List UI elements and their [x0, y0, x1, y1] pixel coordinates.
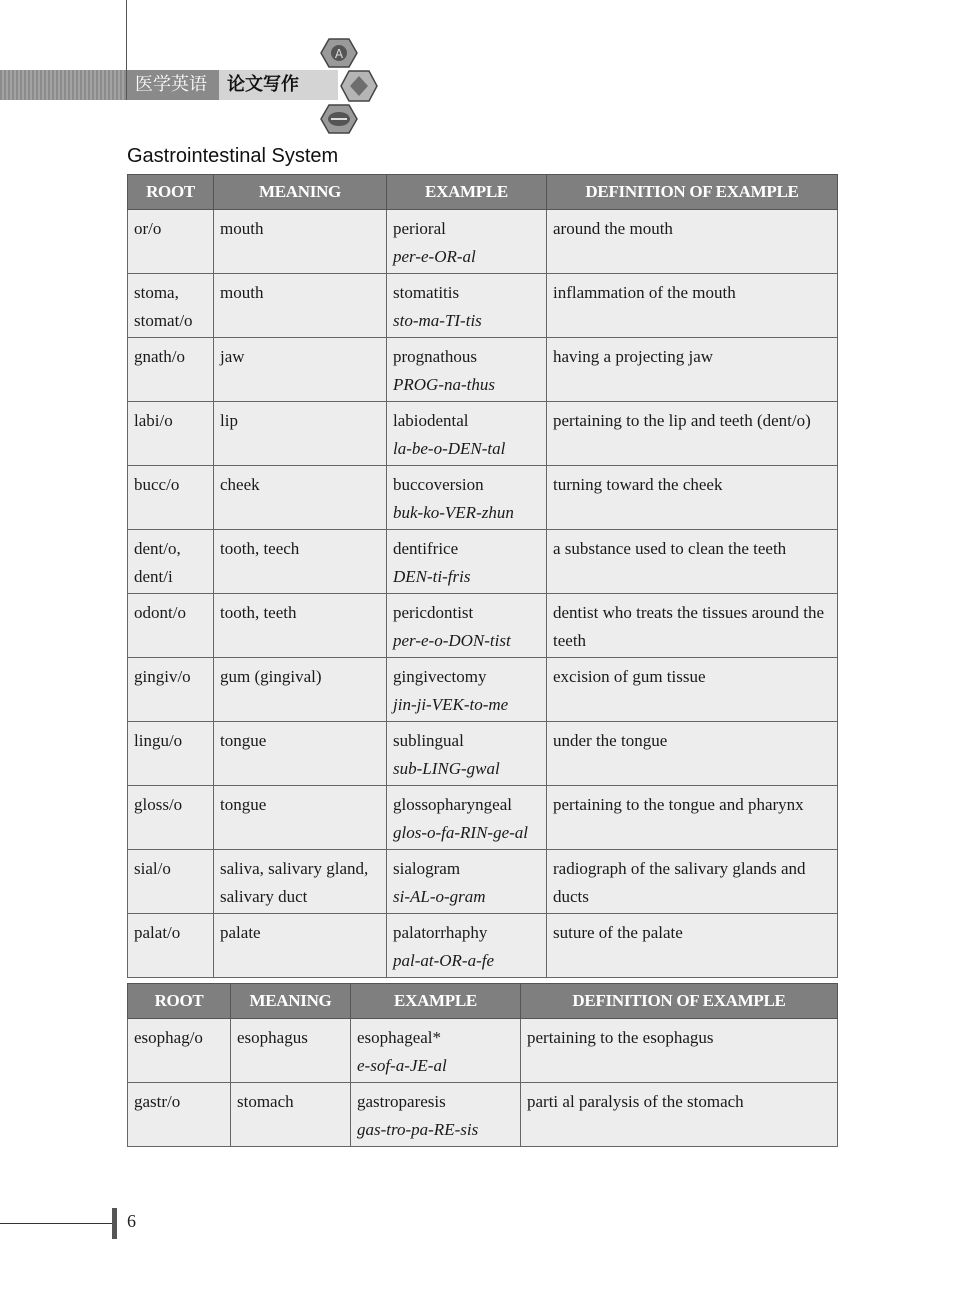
pronunciation: PROG-na-thus: [393, 375, 495, 394]
cell-example: [387, 658, 547, 722]
table-row: [128, 722, 838, 786]
root-table-2: [127, 983, 838, 1147]
example-word: glossopharyngeal: [393, 795, 512, 814]
cell-definition: [547, 594, 838, 658]
cell-example: [387, 914, 547, 978]
definition-text: around the mouth: [553, 219, 673, 238]
table-row: [128, 594, 838, 658]
footer-rule: [0, 1223, 112, 1224]
cell-example: [351, 1019, 521, 1083]
cell-example: [387, 466, 547, 530]
table-row: [128, 338, 838, 402]
header-pattern: [0, 70, 126, 100]
example-word: stomatitis: [393, 283, 460, 302]
table-row: [128, 274, 838, 338]
root-text: gnath/o: [134, 347, 185, 366]
pronunciation: jin-ji-VEK-to-me: [393, 695, 509, 714]
cell-root: [128, 274, 214, 338]
cell-definition: [547, 722, 838, 786]
header-meaning: MEANING: [231, 984, 351, 1019]
definition-text: a substance used to clean the teeth: [553, 539, 787, 558]
cell-example: [387, 274, 547, 338]
definition-text: excision of gum tissue: [553, 667, 706, 686]
header-example: EXAMPLE: [387, 175, 547, 210]
root-text: gingiv/o: [134, 667, 191, 686]
cell-root: [128, 1083, 231, 1147]
cell-example: [387, 338, 547, 402]
cell-definition: [547, 530, 838, 594]
pronunciation: pal-at-OR-a-fe: [393, 951, 495, 970]
pronunciation: buk-ko-VER-zhun: [393, 503, 514, 522]
example-word: labiodental: [393, 411, 469, 430]
example-word: sublingual: [393, 731, 464, 750]
definition-text: having a projecting jaw: [553, 347, 714, 366]
table-row: [128, 850, 838, 914]
definition-text: under the tongue: [553, 731, 668, 750]
cell-definition: [547, 466, 838, 530]
cell-meaning: [214, 530, 387, 594]
cell-meaning: [214, 658, 387, 722]
example-word: gingivectomy: [393, 667, 487, 686]
example-word: sialogram: [393, 859, 461, 878]
pronunciation: sub-LING-gwal: [393, 759, 500, 778]
cell-definition: [521, 1083, 838, 1147]
pronunciation: per-e-OR-al: [393, 247, 476, 266]
definition-text: pertaining to the lip and teeth (dent/o): [553, 411, 811, 430]
root-text: esophag/o: [134, 1028, 203, 1047]
table-row: [128, 914, 838, 978]
meaning-text: mouth: [220, 219, 264, 238]
meaning-text: jaw: [220, 347, 245, 366]
root-text: palat/o: [134, 923, 181, 942]
footer-marker: [112, 1208, 117, 1239]
meaning-text: stomach: [237, 1092, 294, 1111]
cell-definition: [547, 850, 838, 914]
root-text: gastr/o: [134, 1092, 181, 1111]
definition-text: turning toward the cheek: [553, 475, 723, 494]
cell-meaning: [231, 1019, 351, 1083]
meaning-text: cheek: [220, 475, 260, 494]
definition-text: dentist who treats the tissues around the teeth: [553, 603, 825, 650]
example-word: esophageal*: [357, 1028, 442, 1047]
example-word: buccoversion: [393, 475, 484, 494]
root-text: stoma, stomat/o: [134, 283, 193, 330]
cell-meaning: [214, 274, 387, 338]
cell-root: [128, 338, 214, 402]
definition-text: inflammation of the mouth: [553, 283, 736, 302]
header-rule: [126, 0, 127, 70]
cell-definition: [547, 338, 838, 402]
pronunciation: e-sof-a-JE-al: [357, 1056, 447, 1075]
cell-example: [387, 594, 547, 658]
book-label: 医学英语: [126, 70, 219, 100]
pronunciation: DEN-ti-fris: [393, 567, 471, 586]
definition-text: pertaining to the esophagus: [527, 1028, 714, 1047]
cell-definition: [547, 914, 838, 978]
cell-meaning: [231, 1083, 351, 1147]
definition-text: suture of the palate: [553, 923, 683, 942]
meaning-text: palate: [220, 923, 261, 942]
table-row: [128, 402, 838, 466]
header-root: ROOT: [128, 984, 231, 1019]
cell-root: [128, 530, 214, 594]
meaning-text: lip: [220, 411, 238, 430]
cell-root: [128, 210, 214, 274]
cell-root: [128, 914, 214, 978]
cell-definition: [547, 210, 838, 274]
cell-root: [128, 466, 214, 530]
definition-text: pertaining to the tongue and pharynx: [553, 795, 804, 814]
header-meaning: MEANING: [214, 175, 387, 210]
table-row: [128, 530, 838, 594]
header-example: EXAMPLE: [351, 984, 521, 1019]
example-word: perioral: [393, 219, 446, 238]
cell-example: [387, 210, 547, 274]
pronunciation: glos-o-fa-RIN-ge-al: [393, 823, 529, 842]
definition-text: radiograph of the salivary glands and ducts: [553, 859, 806, 906]
meaning-text: gum (gingival): [220, 667, 322, 686]
example-word: dentifrice: [393, 539, 459, 558]
cell-meaning: [214, 402, 387, 466]
meaning-text: esophagus: [237, 1028, 308, 1047]
cell-example: [351, 1083, 521, 1147]
root-text: gloss/o: [134, 795, 183, 814]
table-row: [128, 658, 838, 722]
cell-meaning: [214, 914, 387, 978]
pronunciation: la-be-o-DEN-tal: [393, 439, 506, 458]
table-row: [128, 1083, 838, 1147]
pronunciation: per-e-o-DON-tist: [393, 631, 511, 650]
cell-root: [128, 1019, 231, 1083]
hexagon-emblem-middle-icon: [340, 70, 378, 102]
meaning-text: tongue: [220, 795, 267, 814]
example-word: pericdontist: [393, 603, 474, 622]
cell-meaning: [214, 338, 387, 402]
meaning-text: mouth: [220, 283, 264, 302]
table-row: [128, 1019, 838, 1083]
example-word: palatorrhaphy: [393, 923, 488, 942]
root-text: labi/o: [134, 411, 173, 430]
root-text: lingu/o: [134, 731, 183, 750]
cell-definition: [547, 786, 838, 850]
root-text: sial/o: [134, 859, 171, 878]
running-header: [0, 70, 338, 100]
table-row: [128, 210, 838, 274]
cell-root: [128, 786, 214, 850]
definition-text: parti al paralysis of the stomach: [527, 1092, 744, 1111]
meaning-text: saliva, salivary gland, salivary duct: [220, 859, 369, 906]
page-number: 6: [127, 1211, 136, 1231]
cell-definition: [521, 1019, 838, 1083]
meaning-text: tongue: [220, 731, 267, 750]
cell-meaning: [214, 850, 387, 914]
cell-example: [387, 722, 547, 786]
header-definition: DEFINITION OF EXAMPLE: [521, 984, 838, 1019]
root-text: or/o: [134, 219, 162, 238]
header-root: ROOT: [128, 175, 214, 210]
root-text: dent/o, dent/i: [134, 539, 181, 586]
meaning-text: tooth, teeth: [220, 603, 297, 622]
cell-meaning: [214, 210, 387, 274]
cell-meaning: [214, 594, 387, 658]
table-row: [128, 466, 838, 530]
cell-example: [387, 850, 547, 914]
table-row: [128, 786, 838, 850]
root-text: odont/o: [134, 603, 186, 622]
cell-root: [128, 402, 214, 466]
hexagon-emblem-top-icon: [320, 38, 358, 68]
table-header-row: [128, 984, 838, 1019]
section-label: 论文写作: [227, 74, 299, 95]
cell-example: [387, 786, 547, 850]
example-word: prognathous: [393, 347, 478, 366]
cell-meaning: [214, 722, 387, 786]
cell-meaning: [214, 786, 387, 850]
cell-root: [128, 594, 214, 658]
svg-text:A: A: [334, 47, 344, 61]
pronunciation: gas-tro-pa-RE-sis: [357, 1120, 479, 1139]
meaning-text: tooth, teech: [220, 539, 300, 558]
section-title: Gastrointestinal System: [127, 145, 339, 167]
root-text: bucc/o: [134, 475, 180, 494]
cell-root: [128, 850, 214, 914]
hexagon-emblem-bottom-icon: [320, 104, 358, 134]
root-table-1: [127, 174, 838, 978]
cell-root: [128, 722, 214, 786]
pronunciation: si-AL-o-gram: [393, 887, 486, 906]
cell-example: [387, 530, 547, 594]
header-definition: DEFINITION OF EXAMPLE: [547, 175, 838, 210]
cell-root: [128, 658, 214, 722]
cell-definition: [547, 658, 838, 722]
table-header-row: [128, 175, 838, 210]
cell-definition: [547, 402, 838, 466]
pronunciation: sto-ma-TI-tis: [393, 311, 482, 330]
cell-meaning: [214, 466, 387, 530]
cell-example: [387, 402, 547, 466]
cell-definition: [547, 274, 838, 338]
example-word: gastroparesis: [357, 1092, 446, 1111]
